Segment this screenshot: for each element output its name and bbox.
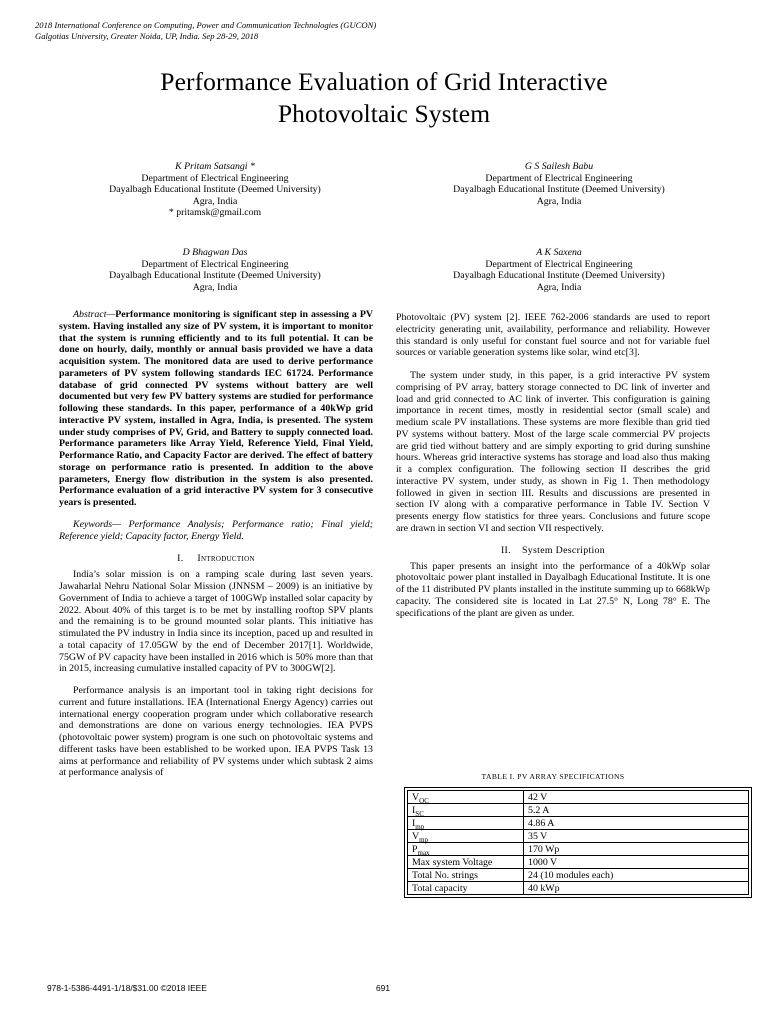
author-block-2 — [414, 161, 704, 207]
spec-parameter: Max system Voltage — [408, 856, 524, 869]
spec-value: 170 Wp — [524, 843, 749, 856]
conference-venue: Galgotias University, Greater Noida, UP, India. Sep 28-29, 2018 — [35, 31, 259, 41]
table-row — [408, 804, 749, 817]
spec-value: 24 (10 modules each) — [524, 869, 749, 882]
footer-isbn: 978-1-5386-4491-1/18/$31.00 ©2018 IEEE — [47, 983, 207, 993]
spec-table — [407, 790, 749, 895]
spec-value: 5.2 A — [524, 804, 749, 817]
author-block-4 — [414, 247, 704, 293]
title-line-2: Photovoltaic System — [277, 99, 491, 128]
spec-parameter: Total No. strings — [408, 869, 524, 882]
author-department: Department of Electrical Engineering — [485, 258, 633, 270]
spec-value: 1000 V — [524, 856, 749, 869]
intro-paragraph-1: India’s solar mission is on a ramping scale during last seven years. Jawaharlal Nehru National Solar Mission (JNNSM – 2009) is an initiative by Government of India to achieve a target of 100GWp installed solar capacity by 2022. About 40% of this target is to be met by installing rooftop SPV plants and the remaining is to be ground mounted solar plants. This initiative has stimulated the PV industry in India since its inception, paced up and resulted in a total capacity of 17.05GW by the end of December 2017[1]. Worldwide, 75GW of PV capacity have been installed in 2016 which is 50% more than that in 2015, increasing cumulative installed capacity of PV to 300GW[2]. — [59, 569, 373, 675]
author-institute: Dayalbagh Educational Institute (Deemed University) — [453, 184, 665, 195]
spec-parameter: $I_{mp}$ — [408, 817, 524, 830]
author-city: Agra, India — [192, 281, 238, 293]
author-name: G S Sailesh Babu — [524, 161, 594, 172]
author-institute: Dayalbagh Educational Institute (Deemed University) — [453, 270, 665, 281]
keywords-text: — Performance Analysis; Performance ratio; Final yield; Reference yield; Capacity factor, Energy Yield. — [59, 518, 373, 542]
right-paragraph-1: Photovoltaic (PV) system [2]. IEEE 762-2006 standards are used to report electricity generating unit, availability, performance and reliability. However this standard is only useful for constant fuel source and not for variable fuel sources or variable generation systems like solar, wind etc[3]. — [396, 312, 710, 359]
conference-name: 2018 International Conference on Computing, Power and Communication Technologies (GUCON) — [35, 20, 377, 30]
author-email: * pritamsk@gmail.com — [168, 207, 262, 218]
intro-paragraph-2: Performance analysis is an important tool in taking right decisions for current and future installations. IEA (International Energy Agency) carries out international energy cooperation program under which collaborative research and demonstrations are done on various energy technologies. IEA PVPS (photovoltaic power system) program is one such on photovoltaic systems and different tasks have been established to be worked upon. IEA PVPS Task 13 aims at performance and reliability of PV systems under which subtask 2 aims at performance analysis of — [59, 685, 373, 779]
section-heading-introduction: I. Introduction — [177, 553, 255, 565]
keywords-label: Keywords — [73, 518, 113, 530]
author-name: D Bhagwan Das — [182, 247, 248, 258]
spec-value: 4.86 A — [524, 817, 749, 830]
author-block-3 — [70, 247, 360, 293]
abstract-label: Abstract — [73, 309, 107, 320]
right-column — [396, 312, 710, 619]
table-row — [408, 869, 749, 882]
table-row — [408, 830, 749, 843]
table-row — [408, 791, 749, 804]
spec-value: 42 V — [524, 791, 749, 804]
spec-parameter: Total capacity — [408, 882, 524, 895]
author-institute: Dayalbagh Educational Institute (Deemed University) — [109, 270, 321, 281]
author-block-1 — [70, 161, 360, 219]
page-number: 691 — [376, 983, 390, 993]
right-paragraph-3: This paper presents an insight into the performance of a 40kWp solar photovoltaic power plant installed in Dayalbagh Educational Institute. It is one of the 11 distributed PV plants installed in the institute summing up to 668kWp capacity. The considered site is located in Lat 27.5° N, Long 78° E. The specifications of the plant are given as under. — [396, 560, 710, 619]
keywords — [59, 519, 373, 543]
spec-table-frame — [404, 787, 752, 898]
paper-title — [40, 66, 728, 130]
spec-parameter: $P_{max}$ — [408, 843, 524, 856]
spec-value: 40 kWp — [524, 882, 749, 895]
section-heading-system-description: II. System Description — [500, 544, 606, 556]
author-city: Agra, India — [536, 195, 582, 207]
author-city: Agra, India — [536, 281, 582, 293]
table-caption: TABLE I. PV ARRAY SPECIFICATIONS — [481, 772, 625, 781]
spec-parameter: $I_{SC}$ — [408, 804, 524, 817]
table-row — [408, 856, 749, 869]
title-line-1: Performance Evaluation of Grid Interactive — [160, 67, 608, 96]
table-row — [408, 843, 749, 856]
abstract: Abstract—Performance monitoring is significant step in assessing a PV system. Having installed any size of PV system, it is important to monitor that the system is running efficiently and to its full potential. It can be done on hourly, daily, monthly or annual basis provided we have a data acquisition system. The monitored data are used to derive performance parameters of PV system following standards IEC 61724. Performance database of grid connected PV systems without battery are well documented but very few PV battery systems are studied for performance following these standards. In this paper, performance of a 40kWp grid interactive PV system, installed in Agra, India, is presented. The system under study comprises of PV, Grid, and Battery to supply connected load. Performance parameters like Array Yield, Reference Yield, Final Yield, Performance Ratio, and Capacity Factor are derived. The effect of battery storage on performance ratio is presented. In addition to the above parameters, Energy flow distribution in the system is also presented. Performance evaluation of a grid interactive PV system for 3 consecutive years is presented. — [59, 309, 373, 508]
author-department: Department of Electrical Engineering — [141, 258, 289, 270]
spec-parameter: $V_{mp}$ — [408, 830, 524, 843]
left-column — [59, 309, 373, 779]
author-name: K Pritam Satsangi * — [175, 161, 255, 172]
author-city: Agra, India — [192, 195, 238, 207]
author-department: Department of Electrical Engineering — [485, 172, 633, 184]
spec-value: 35 V — [524, 830, 749, 843]
author-department: Department of Electrical Engineering — [141, 172, 289, 184]
author-name: A K Saxena — [536, 247, 582, 258]
table-row — [408, 817, 749, 830]
abstract-text: Performance monitoring is significant step in assessing a PV system. Having installed any size of PV system, it is important to monitor that the system is running efficiently and to its full potential. It can be done on hourly, daily, monthly or annual basis provided we have a data acquisition system. The monitored data are used to derive performance parameters of PV system following standards IEC 61724. Performance database of grid connected PV systems without battery are well documented but very few PV battery systems are studied for performance following these standards. In this paper, performance of a 40kWp grid interactive PV system, installed in Agra, India, is presented. The system under study comprises of PV, Grid, and Battery to supply connected load. Performance parameters like Array Yield, Reference Yield, Final Yield, Performance Ratio, and Capacity Factor are derived. The effect of battery storage on performance ratio is presented. In addition to the above parameters, Energy flow distribution in the system is also presented. Performance evaluation of a grid interactive PV system for 3 consecutive years is presented. — [59, 309, 373, 508]
spec-parameter: $V_{OC}$ — [408, 791, 524, 804]
table-row — [408, 882, 749, 895]
right-paragraph-2: The system under study, in this paper, is a grid interactive PV system comprising of PV array, battery storage connected to DC link of inverter and load and grid connected to AC link of inverter. This configuration is gaining importance in recent times, mostly in residential sector (small scale) and medium scale PV installations. These systems are more flexible than grid tied PV systems without battery. Most of the large scale commercial PV projects are grid tied without battery and are simply exporting to grid during sunshine hours. Whereas grid interactive systems has storage and load also thus making it a complex configuration. The following section II describes the grid interactive PV system, under study, as shown in Fig 1. Then methodology followed in given in section III. Results and discussions are presented in section IV along with a comparative performance in Table IV. Section V presents energy flow statistics for three years. Conclusions and future scope are drawn in section VI and section VII respectively. — [396, 370, 710, 534]
author-institute: Dayalbagh Educational Institute (Deemed University) — [109, 184, 321, 195]
